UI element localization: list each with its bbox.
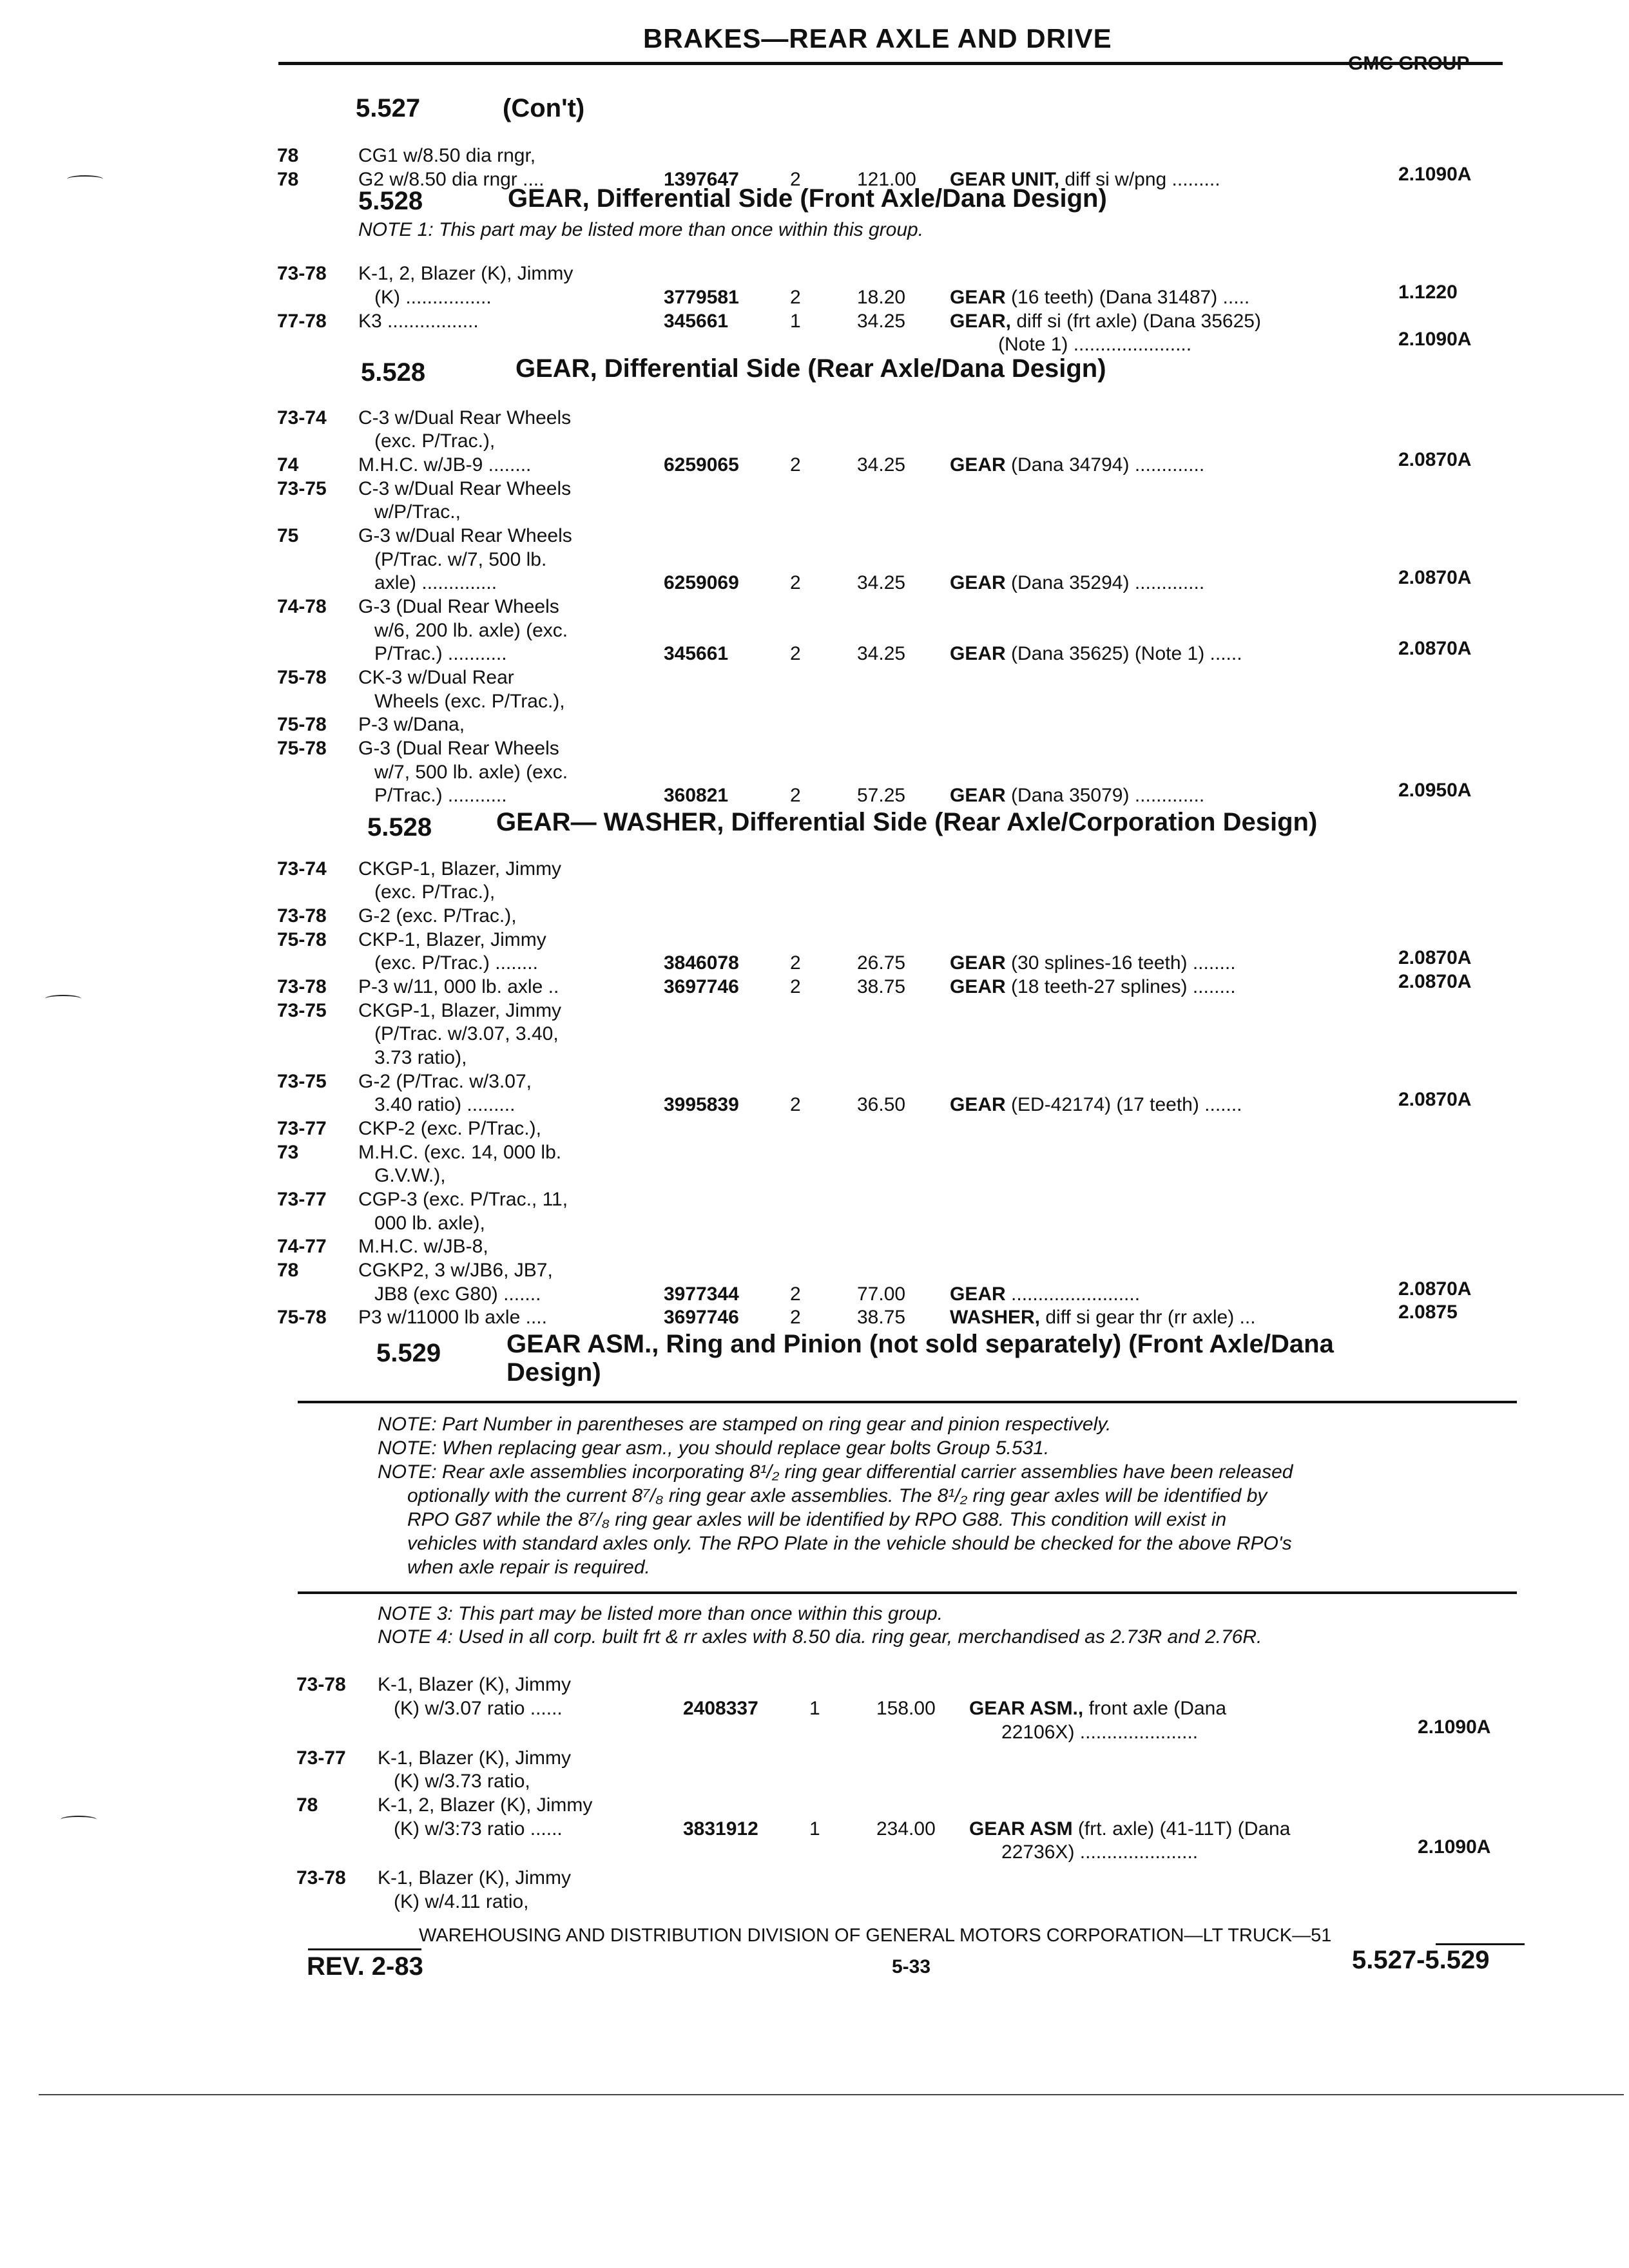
year-range: 75 — [277, 525, 299, 546]
description-text: diff si gear thr (rr axle) ... — [1040, 1307, 1256, 1328]
catalog-ref: 2.0870A — [1398, 638, 1472, 659]
application: K3 ................. — [358, 311, 479, 332]
quantity: 2 — [790, 454, 801, 476]
year-range: 73-74 — [277, 407, 327, 428]
notes-top-rule — [298, 1401, 1517, 1403]
year-range: 75-78 — [277, 929, 327, 950]
description — [950, 1094, 1242, 1116]
catalog-ref: 2.0870A — [1398, 971, 1472, 992]
page-bottom-rule — [39, 2094, 1624, 2095]
description-text: (30 splines-16 teeth) ........ — [1005, 952, 1236, 974]
application: P/Trac.) ........... — [358, 643, 507, 664]
price: 34.25 — [857, 643, 906, 664]
description — [950, 311, 1261, 332]
description-bold: GEAR — [950, 1283, 1006, 1305]
price: 26.75 — [857, 952, 906, 974]
quantity: 2 — [790, 976, 801, 997]
description — [969, 1698, 1226, 1720]
price: 36.50 — [857, 1094, 906, 1115]
year-range: 73-75 — [277, 1000, 327, 1021]
section-title: GEAR, Differential Side (Rear Axle/Dana Design) — [516, 354, 1106, 383]
description-text: 22106X) ...................... — [969, 1722, 1199, 1743]
application: P/Trac.) ........... — [358, 785, 507, 806]
description-text: (18 teeth-27 splines) ........ — [1005, 976, 1236, 997]
notes-bottom-rule — [298, 1591, 1517, 1594]
application: axle) .............. — [358, 572, 497, 593]
description — [950, 785, 1204, 807]
application: CKP-1, Blazer, Jimmy — [358, 929, 546, 950]
application: CK-3 w/Dual Rear — [358, 667, 514, 688]
group-label: GMC GROUP — [1348, 53, 1470, 74]
quantity: 2 — [790, 1307, 801, 1328]
price: 18.20 — [857, 287, 906, 308]
year-range: 73-77 — [296, 1747, 346, 1769]
description-bold: GEAR — [950, 572, 1006, 593]
section-number: 5.529 — [376, 1339, 441, 1367]
application: (exc. P/Trac.), — [358, 881, 496, 903]
application: CKGP-1, Blazer, Jimmy — [358, 1000, 562, 1021]
description-bold: GEAR — [950, 643, 1006, 664]
year-range: 73-78 — [277, 905, 327, 927]
part-number: 6259069 — [664, 572, 739, 593]
application: M.H.C. (exc. 14, 000 lb. — [358, 1142, 562, 1163]
year-range: 73-78 — [296, 1674, 346, 1695]
section-number: 5.527 — [356, 94, 421, 122]
quantity: 2 — [790, 287, 801, 308]
price: 34.25 — [857, 572, 906, 593]
catalog-ref: 2.0870A — [1398, 947, 1472, 968]
year-range: 75-78 — [277, 714, 327, 735]
application: CGKP2, 3 w/JB6, JB7, — [358, 1260, 553, 1281]
part-number: 3831912 — [683, 1818, 758, 1840]
description-bold: GEAR — [950, 454, 1006, 476]
part-number: 3977344 — [664, 1283, 739, 1305]
note-line: NOTE: Part Number in parentheses are stamped on ring gear and pinion respectively. — [378, 1414, 1112, 1435]
application: (K) w/3.07 ratio ...... — [378, 1698, 563, 1719]
application: G-3 (Dual Rear Wheels — [358, 596, 559, 617]
description-bold: GEAR — [950, 785, 1006, 806]
part-number: 2408337 — [683, 1698, 758, 1719]
description-text: 22736X) ...................... — [969, 1841, 1199, 1863]
section-title: GEAR ASM., Ring and Pinion (not sold separately) (Front Axle/Dana — [506, 1330, 1334, 1358]
footer-rule-left — [308, 1948, 421, 1950]
year-range: 73-74 — [277, 858, 327, 879]
application: CG1 w/8.50 dia rngr, — [358, 145, 536, 166]
application: G2 w/8.50 dia rngr .... — [358, 169, 545, 190]
application: G-3 (Dual Rear Wheels — [358, 738, 559, 759]
catalog-ref: 2.1090A — [1418, 1716, 1491, 1738]
description — [950, 334, 1191, 356]
description-text: (Dana 35079) ............. — [1005, 785, 1205, 806]
application: w/P/Trac., — [358, 501, 461, 523]
section-title-cont: Design) — [506, 1358, 601, 1387]
description — [950, 976, 1236, 998]
note-line: NOTE: Rear axle assemblies incorporating 8¹/₂ ring gear differential carrier assemblies have been released — [378, 1461, 1293, 1483]
quantity: 2 — [790, 952, 801, 974]
description-text: (16 teeth) (Dana 31487) ..... — [1005, 287, 1250, 308]
description-bold: GEAR, — [950, 311, 1012, 332]
application: CGP-3 (exc. P/Trac., 11, — [358, 1189, 568, 1210]
part-number: 3779581 — [664, 287, 739, 308]
year-range: 75-78 — [277, 1307, 327, 1328]
quantity: 2 — [790, 785, 801, 806]
application: (K) w/3:73 ratio ...... — [378, 1818, 563, 1840]
description — [969, 1722, 1198, 1744]
application: Wheels (exc. P/Trac.), — [358, 691, 565, 712]
note-line: when axle repair is required. — [407, 1557, 650, 1578]
description-bold: GEAR — [950, 1094, 1006, 1115]
quantity: 2 — [790, 169, 801, 190]
header-rule — [278, 62, 1503, 65]
application: (P/Trac. w/3.07, 3.40, — [358, 1023, 559, 1044]
price: 34.25 — [857, 454, 906, 476]
application: w/7, 500 lb. axle) (exc. — [358, 762, 568, 783]
application: K-1, Blazer (K), Jimmy — [378, 1867, 572, 1888]
application: P-3 w/11, 000 lb. axle .. — [358, 976, 559, 997]
margin-mark — [67, 175, 103, 183]
part-number: 345661 — [664, 311, 729, 332]
note-4: NOTE 4: Used in all corp. built frt & rr axles with 8.50 dia. ring gear, merchandised as 2.73R and 2.76R. — [378, 1626, 1262, 1648]
note-line: vehicles with standard axles only. The RPO Plate in the vehicle should be checked for the above RPO's — [407, 1533, 1292, 1554]
year-range: 74 — [277, 454, 299, 476]
year-range: 73 — [277, 1142, 299, 1163]
page-number: 5-33 — [892, 1956, 931, 1977]
description — [950, 1307, 1256, 1329]
year-range: 78 — [277, 145, 299, 166]
page-title: BRAKES—REAR AXLE AND DRIVE — [643, 23, 1112, 53]
description — [969, 1818, 1290, 1840]
quantity: 2 — [790, 1283, 801, 1305]
application: (K) w/3.73 ratio, — [378, 1771, 530, 1792]
year-range: 73-75 — [277, 478, 327, 499]
note-line: RPO G87 while the 8⁷/₈ ring gear axles will be identified by RPO G88. This condition will exist in — [407, 1509, 1227, 1530]
margin-mark — [61, 1816, 97, 1823]
description-bold: GEAR — [950, 287, 1006, 308]
year-range: 73-77 — [277, 1189, 327, 1210]
section-range: 5.527-5.529 — [1352, 1946, 1490, 1974]
application: (exc. P/Trac.) ........ — [358, 952, 538, 974]
application: C-3 w/Dual Rear Wheels — [358, 478, 572, 499]
catalog-ref: 2.0870A — [1398, 449, 1472, 470]
application: G-3 w/Dual Rear Wheels — [358, 525, 572, 546]
application: 3.73 ratio), — [358, 1047, 467, 1068]
application: K-1, 2, Blazer (K), Jimmy — [358, 263, 574, 284]
description-text: diff si (frt axle) (Dana 35625) — [1011, 311, 1261, 332]
part-number: 6259065 — [664, 454, 739, 476]
application: G.V.W.), — [358, 1165, 446, 1186]
section-note: NOTE 1: This part may be listed more than once within this group. — [358, 219, 924, 240]
part-number: 3995839 — [664, 1094, 739, 1115]
year-range: 73-78 — [277, 976, 327, 997]
application: 3.40 ratio) ......... — [358, 1094, 516, 1115]
description-bold: GEAR UNIT, — [950, 169, 1060, 190]
description-text: ........................ — [1005, 1283, 1141, 1305]
year-range: 73-78 — [296, 1867, 346, 1888]
part-number: 1397647 — [664, 169, 739, 190]
catalog-ref: 2.1090A — [1398, 164, 1472, 185]
note-3: NOTE 3: This part may be listed more than once within this group. — [378, 1603, 943, 1624]
description-text: (Dana 35294) ............. — [1005, 572, 1205, 593]
section-number: 5.528 — [361, 358, 426, 387]
description — [950, 1283, 1140, 1305]
margin-mark — [45, 995, 81, 1003]
section-number: 5.528 — [367, 813, 432, 841]
description-text: (Dana 34794) ............. — [1005, 454, 1205, 476]
part-number: 3697746 — [664, 1307, 739, 1328]
application: G-2 (P/Trac. w/3.07, — [358, 1071, 532, 1092]
application: JB8 (exc G80) ....... — [358, 1283, 541, 1305]
section-number: 5.528 — [358, 187, 423, 215]
description-text: (Note 1) ...................... — [950, 334, 1192, 355]
catalog-ref: 2.0870A — [1398, 1089, 1472, 1110]
part-number: 3846078 — [664, 952, 739, 974]
description — [969, 1841, 1198, 1863]
application: w/6, 200 lb. axle) (exc. — [358, 620, 568, 641]
description-bold: WASHER, — [950, 1307, 1041, 1328]
year-range: 73-77 — [277, 1118, 327, 1139]
year-range: 75-78 — [277, 738, 327, 759]
price: 234.00 — [876, 1818, 936, 1840]
price: 34.25 — [857, 311, 906, 332]
section-title: GEAR, Differential Side (Front Axle/Dana Design) — [508, 184, 1107, 213]
price: 38.75 — [857, 976, 906, 997]
catalog-ref: 1.1220 — [1398, 282, 1458, 303]
catalog-ref: 2.0950A — [1398, 780, 1472, 801]
application: CKGP-1, Blazer, Jimmy — [358, 858, 562, 879]
quantity: 2 — [790, 643, 801, 664]
description — [950, 454, 1204, 476]
revision: REV. 2-83 — [307, 1952, 423, 1981]
application: K-1, Blazer (K), Jimmy — [378, 1747, 572, 1769]
application: M.H.C. w/JB-8, — [358, 1236, 488, 1257]
description — [950, 643, 1242, 665]
part-number: 345661 — [664, 643, 729, 664]
description — [950, 287, 1249, 309]
quantity: 1 — [809, 1818, 820, 1840]
description-text: front axle (Dana — [1083, 1698, 1227, 1719]
quantity: 1 — [809, 1698, 820, 1719]
application: (K) w/4.11 ratio, — [378, 1891, 529, 1912]
price: 77.00 — [857, 1283, 906, 1305]
quantity: 2 — [790, 1094, 801, 1115]
catalog-ref: 2.1090A — [1418, 1836, 1491, 1858]
catalog-ref: 2.0870A — [1398, 567, 1472, 588]
price: 57.25 — [857, 785, 906, 806]
application: K-1, Blazer (K), Jimmy — [378, 1674, 572, 1695]
part-number: 3697746 — [664, 976, 739, 997]
year-range: 73-75 — [277, 1071, 327, 1092]
note-line: NOTE: When replacing gear asm., you should replace gear bolts Group 5.531. — [378, 1437, 1050, 1459]
description-text: (Dana 35625) (Note 1) ...... — [1005, 643, 1242, 664]
year-range: 78 — [277, 169, 299, 190]
year-range: 78 — [277, 1260, 299, 1281]
footer-rule-right — [1436, 1943, 1525, 1945]
year-range: 73-78 — [277, 263, 327, 284]
description-text: diff si w/png ......... — [1059, 169, 1220, 190]
quantity: 2 — [790, 572, 801, 593]
year-range: 77-78 — [277, 311, 327, 332]
catalog-ref: 2.0870A — [1398, 1278, 1472, 1300]
application: G-2 (exc. P/Trac.), — [358, 905, 517, 927]
application: P-3 w/Dana, — [358, 714, 465, 735]
application: M.H.C. w/JB-9 ........ — [358, 454, 532, 476]
price: 38.75 — [857, 1307, 906, 1328]
description-bold: GEAR — [950, 952, 1006, 974]
application: CKP-2 (exc. P/Trac.), — [358, 1118, 541, 1139]
note-line: optionally with the current 8⁷/₈ ring gear axle assemblies. The 8¹/₂ ring gear axles will be identified by — [407, 1485, 1268, 1506]
application: C-3 w/Dual Rear Wheels — [358, 407, 572, 428]
year-range: 74-77 — [277, 1236, 327, 1257]
description — [950, 169, 1220, 191]
application: 000 lb. axle), — [358, 1213, 485, 1234]
year-range: 75-78 — [277, 667, 327, 688]
description — [950, 952, 1236, 974]
section-title: (Con't) — [503, 94, 585, 122]
description-text: (ED-42174) (17 teeth) ....... — [1005, 1094, 1242, 1115]
description — [950, 572, 1204, 594]
application: (P/Trac. w/7, 500 lb. — [358, 549, 547, 570]
catalog-ref: 2.1090A — [1398, 329, 1472, 350]
year-range: 74-78 — [277, 596, 327, 617]
description-text: (frt. axle) (41-11T) (Dana — [1072, 1818, 1291, 1840]
price: 158.00 — [876, 1698, 936, 1719]
application: P3 w/11000 lb axle .... — [358, 1307, 547, 1328]
application: (K) ................ — [358, 287, 492, 308]
application: K-1, 2, Blazer (K), Jimmy — [378, 1794, 593, 1816]
application: (exc. P/Trac.), — [358, 430, 496, 452]
part-number: 360821 — [664, 785, 729, 806]
section-title: GEAR— WASHER, Differential Side (Rear Axle/Corporation Design) — [496, 808, 1318, 836]
description-bold: GEAR — [950, 976, 1006, 997]
footer-line: WAREHOUSING AND DISTRIBUTION DIVISION OF GENERAL MOTORS CORPORATION—LT TRUCK—51 — [419, 1925, 1332, 1946]
description-bold: GEAR ASM — [969, 1818, 1073, 1840]
price: 121.00 — [857, 169, 916, 190]
year-range: 78 — [296, 1794, 318, 1816]
catalog-ref: 2.0875 — [1398, 1302, 1458, 1323]
description-bold: GEAR ASM., — [969, 1698, 1084, 1719]
quantity: 1 — [790, 311, 801, 332]
